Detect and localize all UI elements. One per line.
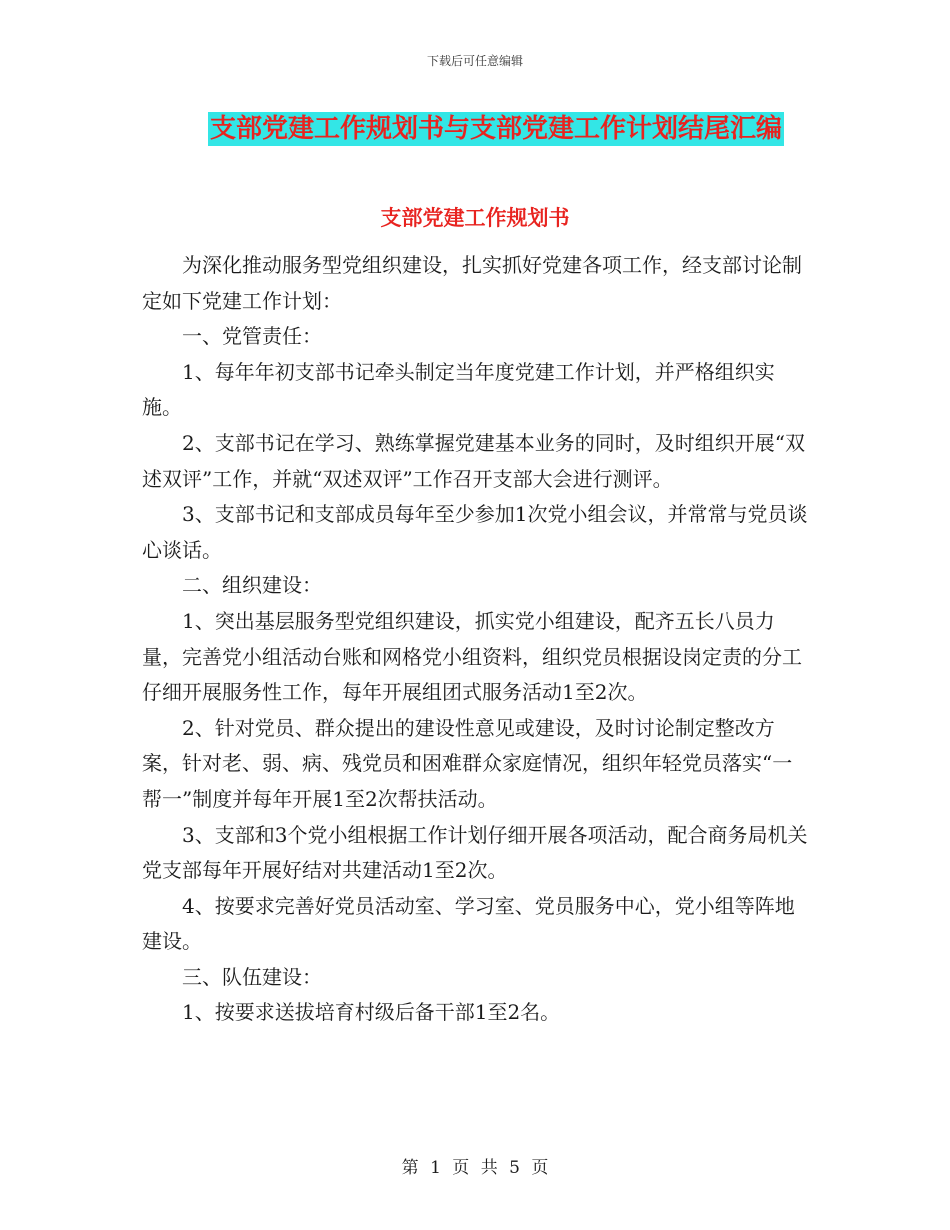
paragraph: 2、针对党员、群众提出的建设性意见或建设，及时讨论制定整改方案，针对老、弱、病、残党员和困难群众家庭情况，组织年轻党员落实“一帮一”制度并每年开展1至2次帮扶活动。	[142, 715, 793, 811]
main-title: 支部党建工作规划书与支部党建工作计划结尾汇编	[210, 114, 783, 144]
paragraph: 1、每年年初支部书记牵头制定当年度党建工作计划，并严格组织实施。	[142, 359, 775, 420]
paragraph: 2、支部书记在学习、熟练掌握党建基本业务的同时，及时组织开展“双述双评”工作，并就“双述双评”工作召开支部大会进行测评。	[142, 430, 805, 491]
paragraph: 二、组织建设：	[182, 573, 322, 598]
paragraph: 为深化推动服务型党组织建设，扎实抓好党建各项工作，经支部讨论制定如下党建工作计划：	[142, 253, 802, 313]
paragraph: 4、按要求完善好党员活动室、学习室、党员服务中心，党小组等阵地建设。	[142, 893, 795, 954]
paragraph: 3、支部书记和支部成员每年至少参加1次党小组会议，并常常与党员谈心谈话。	[142, 502, 808, 562]
section-title: 支部党建工作规划书	[380, 205, 570, 230]
paragraph: 三、队伍建设：	[182, 964, 322, 989]
header-note: 下载后可任意编辑	[426, 54, 523, 68]
document-body	[142, 248, 810, 1031]
page-footer: 第 1 页 共 5 页	[401, 1158, 549, 1178]
paragraph: 一、党管责任：	[182, 324, 322, 349]
paragraph: 1、突出基层服务型党组织建设，抓实党小组建设，配齐五长八员力量，完善党小组活动台账和网格党小组资料，组织党员根据设岗定责的分工仔细开展服务性工作，每年开展组团式服务活动1至2次。	[142, 608, 802, 705]
paragraph: 1、按要求送拔培育村级后备干部1至2名。	[182, 1000, 561, 1025]
paragraph: 3、支部和3个党小组根据工作计划仔细开展各项活动，配合商务局机关党支部每年开展好结对共建活动1至2次。	[142, 822, 808, 883]
